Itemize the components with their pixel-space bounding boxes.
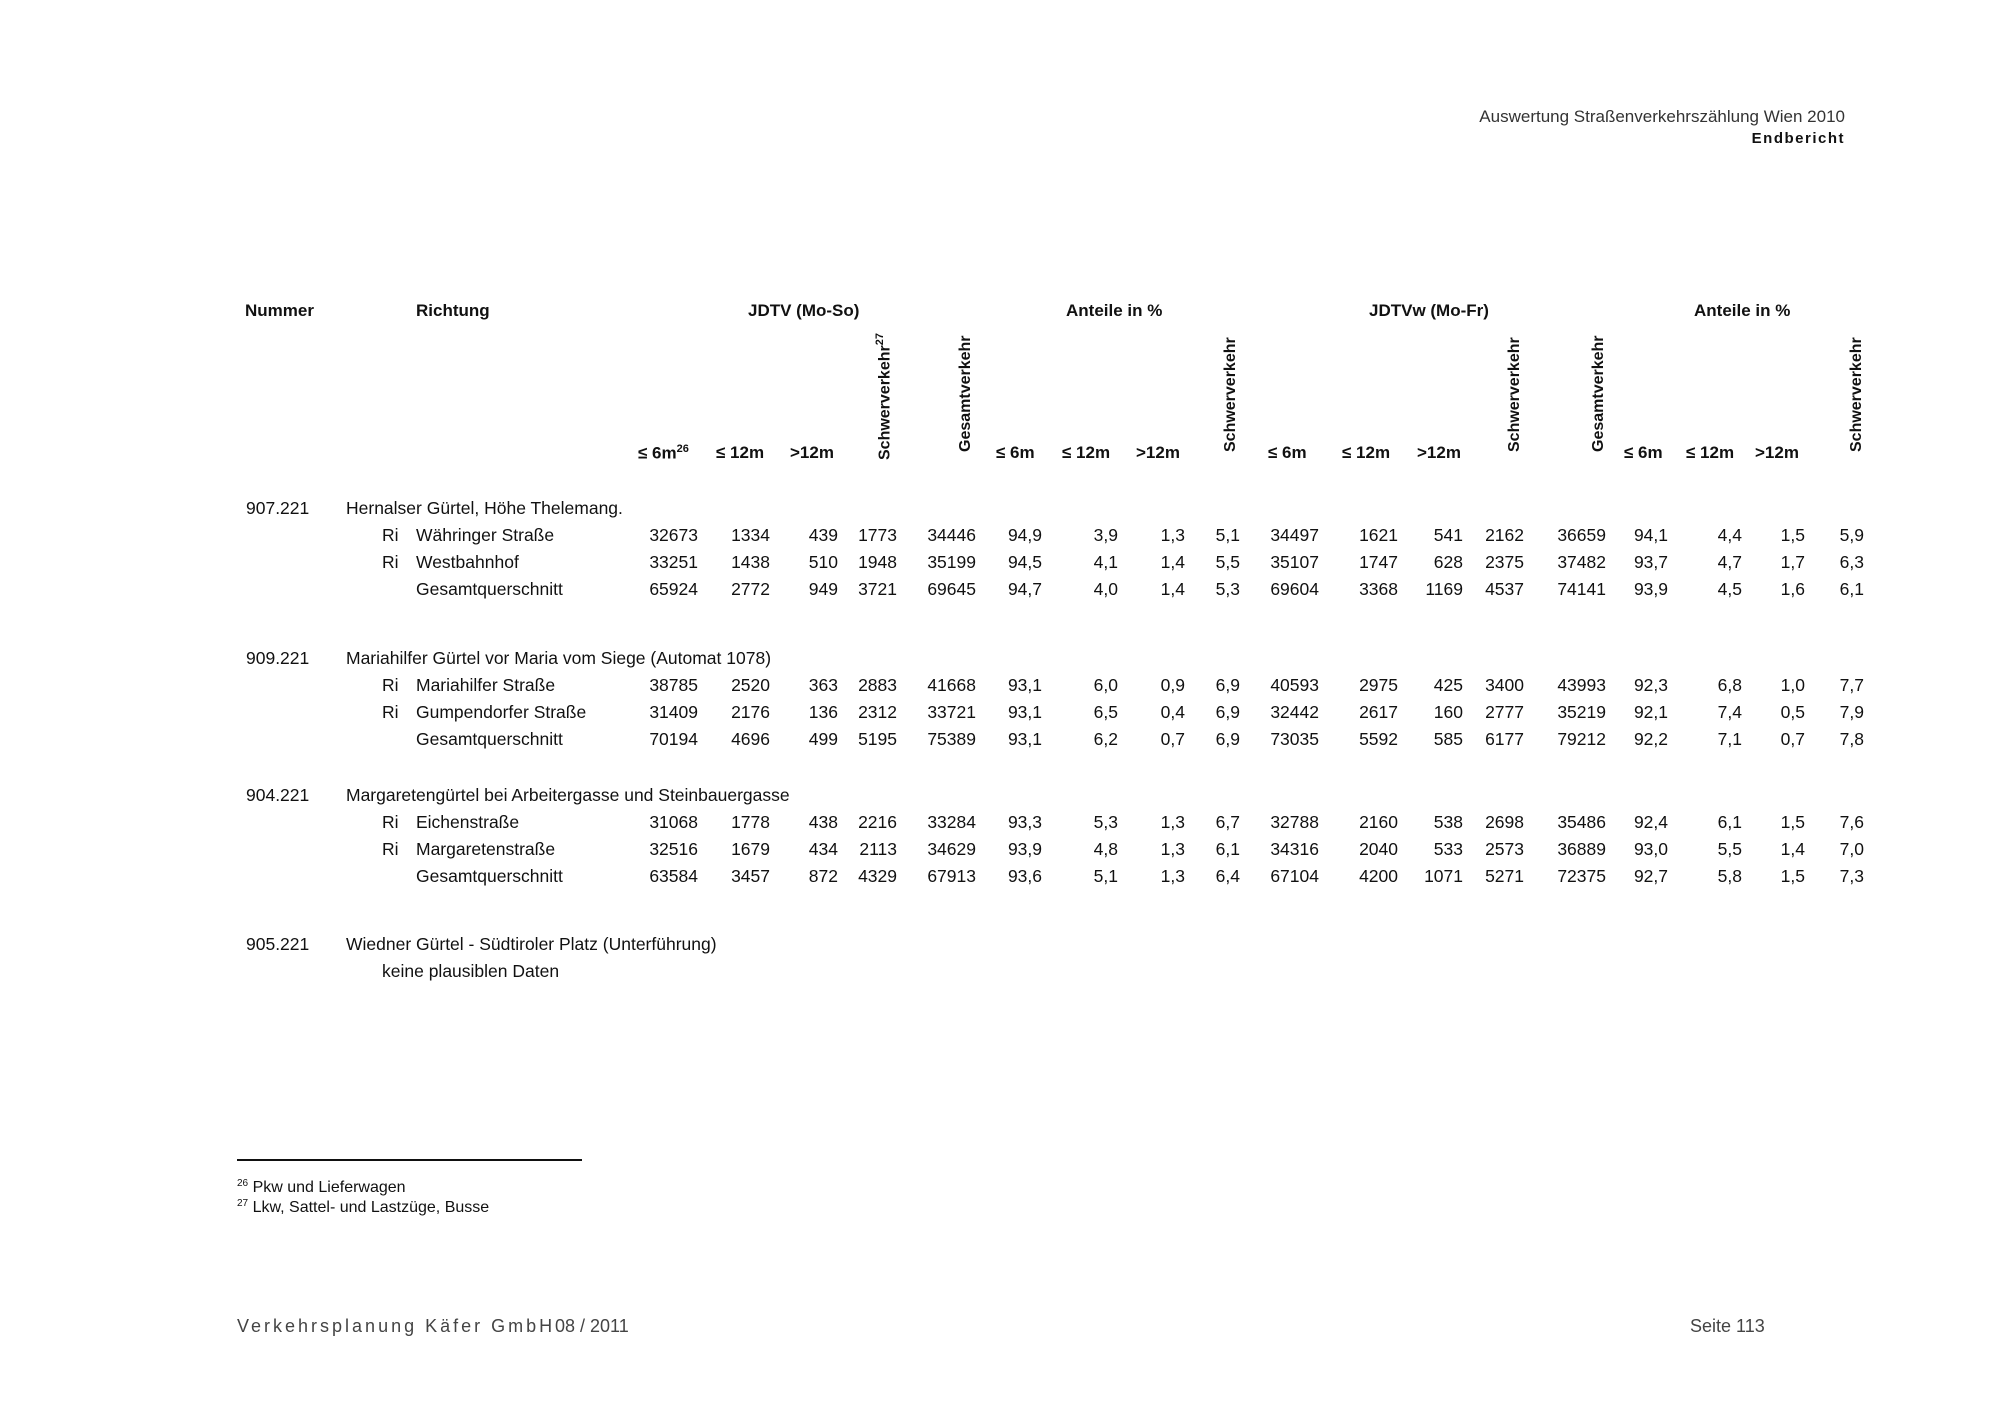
table-cell: 34497 (1270, 525, 1319, 545)
table-cell: 63584 (649, 866, 698, 886)
table-cell: 2216 (858, 812, 897, 832)
column-header-sub-10: ≤ 12m (1342, 443, 1391, 462)
table-cell: 1169 (1425, 579, 1463, 599)
column-header-sub-15: ≤ 12m (1686, 443, 1735, 462)
table-cell: 2772 (731, 579, 770, 599)
table-cell: 6,1 (1839, 579, 1864, 599)
table-cell: 40593 (1270, 675, 1319, 695)
table-cell: 4329 (858, 866, 897, 886)
table-cell: 872 (808, 866, 838, 886)
table-cell: 5,3 (1093, 812, 1118, 832)
table-cell: 3368 (1359, 579, 1398, 599)
table-cell: 533 (1433, 839, 1463, 859)
table-cell: 434 (808, 839, 838, 859)
table-cell: 628 (1433, 552, 1463, 572)
column-header-sub-13: Gesamtverkehr (1590, 335, 1607, 452)
table-cell: 34316 (1270, 839, 1319, 859)
table-cell: 32442 (1270, 702, 1319, 722)
row-name: Gesamtquerschnitt (416, 579, 563, 599)
table-cell: 6,9 (1215, 702, 1240, 722)
table-cell: 1773 (858, 525, 897, 545)
table-cell: 136 (808, 702, 838, 722)
table-cell: 7,1 (1717, 729, 1742, 749)
row-name: Westbahnhof (416, 552, 519, 572)
table-cell: 7,0 (1839, 839, 1864, 859)
table-cell: 0,5 (1780, 702, 1805, 722)
table-cell: 7,4 (1717, 702, 1742, 722)
column-header-sub-14: ≤ 6m (1624, 443, 1663, 462)
table-cell: 2975 (1359, 675, 1398, 695)
table-cell: 1,4 (1780, 839, 1805, 859)
section-number: 905.221 (246, 934, 310, 954)
table-cell: 6,1 (1215, 839, 1240, 859)
table-cell: 363 (808, 675, 838, 695)
table-cell: 37482 (1557, 552, 1606, 572)
table-cell: 67104 (1270, 866, 1319, 886)
table-cell: 1,0 (1780, 675, 1805, 695)
column-header-sub-0: ≤ $6m^{26}$ (638, 443, 689, 463)
table-cell: 69645 (927, 579, 976, 599)
footnote-27: $^{27}$ Lkw, Sattel- und Lastzüge, Busse (237, 1198, 490, 1216)
table-cell: 160 (1433, 702, 1463, 722)
table-cell: 5,1 (1093, 866, 1118, 886)
table-cell: 1,7 (1780, 552, 1805, 572)
section-number: 904.221 (246, 785, 310, 805)
row-direction-label: Ri (382, 525, 399, 545)
table-cell: 2113 (859, 839, 897, 859)
section-title: Hernalser Gürtel, Höhe Thelemang. (346, 498, 623, 518)
table-cell: 7,3 (1839, 866, 1864, 886)
table-cell: 2573 (1485, 839, 1524, 859)
table-cell: 4,5 (1717, 579, 1742, 599)
table-cell: 0,9 (1160, 675, 1185, 695)
table-cell: 3,9 (1093, 525, 1118, 545)
column-header-sub-1: ≤ 12m (716, 443, 765, 462)
column-header-anteile-2: Anteile in % (1694, 301, 1791, 320)
table-cell: 1,3 (1160, 839, 1185, 859)
table-cell: 5271 (1485, 866, 1524, 886)
footnote-divider (237, 1159, 582, 1161)
table-cell: 2040 (1359, 839, 1398, 859)
table-cell: 73035 (1270, 729, 1319, 749)
table-cell: 35219 (1557, 702, 1606, 722)
table-cell: 1,4 (1160, 579, 1185, 599)
row-name: Währinger Straße (416, 525, 555, 545)
table-cell: 7,9 (1839, 702, 1864, 722)
row-direction-label: Ri (382, 675, 399, 695)
table-cell: 36659 (1557, 525, 1606, 545)
table-cell: 33721 (927, 702, 976, 722)
table-cell: 34446 (927, 525, 976, 545)
table-cell: 2777 (1485, 702, 1524, 722)
column-header-jdtv: JDTV (Mo-So) (748, 301, 860, 320)
column-header-sub-17: Schwerverkehr (1848, 337, 1865, 452)
table-cell: 0,7 (1160, 729, 1185, 749)
column-header-sub-3: Schwerverkehr$^{27}$ (874, 333, 894, 460)
table-cell: 69604 (1270, 579, 1319, 599)
table-cell: 94,7 (1007, 579, 1042, 599)
footer-company: Verkehrsplanung Käfer GmbH (237, 1316, 556, 1336)
table-cell: 92,7 (1633, 866, 1668, 886)
table-cell: 510 (808, 552, 838, 572)
section-title: Wiedner Gürtel - Südtiroler Platz (Unterführung) (346, 934, 717, 954)
table-cell: 538 (1433, 812, 1463, 832)
table-cell: 7,7 (1839, 675, 1864, 695)
table-cell: 7,6 (1839, 812, 1864, 832)
column-header-sub-12: Schwerverkehr (1506, 337, 1523, 452)
table-cell: 38785 (649, 675, 698, 695)
table-cell: 41668 (927, 675, 976, 695)
table-cell: 4,7 (1717, 552, 1742, 572)
footnote-marker-26: 26 (676, 443, 689, 455)
row-name: Gumpendorfer Straße (416, 702, 587, 722)
table-cell: 70194 (649, 729, 698, 749)
table-cell: 93,7 (1633, 552, 1668, 572)
table-cell: 32516 (649, 839, 698, 859)
table-cell: 2883 (858, 675, 897, 695)
table-cell: 92,3 (1633, 675, 1668, 695)
column-header-sub-4: Gesamtverkehr (957, 335, 974, 452)
table-cell: 2698 (1485, 812, 1524, 832)
table-cell: 5,3 (1215, 579, 1240, 599)
table-cell: 36889 (1557, 839, 1606, 859)
table-cell: 1747 (1359, 552, 1398, 572)
table-cell: 35486 (1557, 812, 1606, 832)
table-cell: 6,9 (1215, 675, 1240, 695)
table-cell: 65924 (649, 579, 698, 599)
table-cell: 93,9 (1633, 579, 1668, 599)
table-cell: 92,2 (1633, 729, 1668, 749)
table-cell: 5195 (858, 729, 897, 749)
column-header-sub-9: ≤ 6m (1268, 443, 1307, 462)
table-cell: 438 (808, 812, 838, 832)
table-cell: 2176 (731, 702, 770, 722)
table-cell: 32673 (649, 525, 698, 545)
table-cell: 5,8 (1717, 866, 1742, 886)
column-header-sub-2: >12m (790, 443, 834, 462)
table-cell: 75389 (927, 729, 976, 749)
footnote-marker-27: 27 (874, 333, 886, 346)
table-cell: 1,5 (1780, 866, 1805, 886)
table-cell: 43993 (1557, 675, 1606, 695)
table-cell: 6,1 (1717, 812, 1742, 832)
table-cell: 1,3 (1160, 866, 1185, 886)
table-cell: 31409 (649, 702, 698, 722)
column-header-sub-8: Schwerverkehr (1222, 337, 1239, 452)
report-title: Auswertung Straßenverkehrszählung Wien 2010 (1479, 107, 1845, 126)
footer-date: 08 / 2011 (555, 1316, 629, 1336)
column-header-sub-7: >12m (1136, 443, 1180, 462)
table-cell: 6,8 (1717, 675, 1742, 695)
row-name: Eichenstraße (416, 812, 520, 832)
table-cell: 4,0 (1093, 579, 1118, 599)
table-cell: 2162 (1485, 525, 1524, 545)
table-cell: 1948 (858, 552, 897, 572)
table-cell: 0,4 (1160, 702, 1185, 722)
table-cell: 93,1 (1007, 702, 1042, 722)
table-cell: 6,3 (1839, 552, 1864, 572)
table-cell: 3400 (1485, 675, 1524, 695)
table-cell: 0,7 (1780, 729, 1805, 749)
report-subtitle: Endbericht (1751, 130, 1845, 147)
table-cell: 6,9 (1215, 729, 1240, 749)
table-cell: 2375 (1485, 552, 1524, 572)
table-cell: 93,0 (1633, 839, 1668, 859)
table-cell: 93,1 (1007, 729, 1042, 749)
table-cell: 6,5 (1093, 702, 1118, 722)
table-cell: 1,5 (1780, 812, 1805, 832)
table-cell: 5,9 (1839, 525, 1864, 545)
table-cell: 1778 (731, 812, 770, 832)
table-cell: 439 (808, 525, 838, 545)
section-title: Mariahilfer Gürtel vor Maria vom Siege (Automat 1078) (346, 648, 772, 668)
table-cell: 67913 (927, 866, 976, 886)
column-header-sub-5: ≤ 6m (996, 443, 1035, 462)
table-cell: 94,5 (1007, 552, 1042, 572)
column-header-anteile-1: Anteile in % (1066, 301, 1163, 320)
row-direction-label: Ri (382, 839, 399, 859)
table-cell: 93,6 (1007, 866, 1042, 886)
column-header-sub-16: >12m (1755, 443, 1799, 462)
table-cell: 1,3 (1160, 812, 1185, 832)
table-cell: 79212 (1557, 729, 1606, 749)
table-cell: 541 (1433, 525, 1463, 545)
table-cell: 949 (808, 579, 838, 599)
page-header (1479, 106, 1845, 150)
table-cell: 4200 (1359, 866, 1398, 886)
table-cell: 92,1 (1633, 702, 1668, 722)
table-cell: 94,1 (1633, 525, 1668, 545)
table-cell: 6,4 (1215, 866, 1240, 886)
table-cell: 74141 (1557, 579, 1606, 599)
table-cell: 4537 (1485, 579, 1524, 599)
table-cell: 1334 (731, 525, 770, 545)
table-cell: 1438 (731, 552, 770, 572)
row-name: Mariahilfer Straße (416, 675, 556, 695)
table-cell: 2617 (1359, 702, 1398, 722)
row-direction-label: Ri (382, 812, 399, 832)
row-name: Margaretenstraße (416, 839, 556, 859)
table-cell: 5592 (1359, 729, 1398, 749)
table-cell: 4,8 (1093, 839, 1118, 859)
table-cell: 1,4 (1160, 552, 1185, 572)
table-cell: 5,5 (1717, 839, 1742, 859)
table-cell: 1,6 (1780, 579, 1805, 599)
table-cell: 1,5 (1780, 525, 1805, 545)
section-note: keine plausiblen Daten (382, 961, 560, 981)
table-cell: 2160 (1359, 812, 1398, 832)
table-cell: 34629 (927, 839, 976, 859)
table-cell: 31068 (649, 812, 698, 832)
table-cell: 5,1 (1215, 525, 1240, 545)
table-cell: 4,4 (1717, 525, 1742, 545)
table-cell: 7,8 (1839, 729, 1864, 749)
row-direction-label: Ri (382, 702, 399, 722)
table-cell: 93,9 (1007, 839, 1042, 859)
section-title: Margaretengürtel bei Arbeitergasse und Steinbauergasse (346, 785, 790, 805)
table-cell: 1,3 (1160, 525, 1185, 545)
column-header-sub-6: ≤ 12m (1062, 443, 1111, 462)
table-cell: 6,2 (1093, 729, 1118, 749)
footnote-26: $^{26}$ Pkw und Lieferwagen (237, 1178, 406, 1196)
table-cell: 4696 (731, 729, 770, 749)
footer-page-number: Seite 113 (1690, 1316, 1765, 1336)
table-cell: 72375 (1557, 866, 1606, 886)
table-cell: 1071 (1424, 866, 1463, 886)
table-cell: 32788 (1270, 812, 1319, 832)
table-cell: 2312 (858, 702, 897, 722)
table-cell: 6,7 (1215, 812, 1240, 832)
table-cell: 93,1 (1007, 675, 1042, 695)
column-header-richtung: Richtung (416, 301, 490, 320)
table-cell: 585 (1433, 729, 1463, 749)
column-header-jdtvw: JDTVw (Mo-Fr) (1369, 301, 1489, 320)
table-cell: 3721 (858, 579, 897, 599)
section-number: 907.221 (246, 498, 310, 518)
table-cell: 1679 (731, 839, 770, 859)
table-cell: 6,0 (1093, 675, 1118, 695)
table-cell: 92,4 (1633, 812, 1668, 832)
table-cell: 94,9 (1007, 525, 1042, 545)
row-name: Gesamtquerschnitt (416, 866, 563, 886)
column-header-nummer: Nummer (245, 301, 314, 320)
row-direction-label: Ri (382, 552, 399, 572)
table-cell: 2520 (731, 675, 770, 695)
table-cell: 5,5 (1215, 552, 1240, 572)
section-number: 909.221 (246, 648, 310, 668)
table-cell: 499 (808, 729, 838, 749)
table-cell: 33284 (927, 812, 976, 832)
table-cell: 4,1 (1093, 552, 1118, 572)
table-cell: 1621 (1359, 525, 1398, 545)
row-name: Gesamtquerschnitt (416, 729, 563, 749)
table-cell: 35199 (927, 552, 976, 572)
table-cell: 3457 (731, 866, 770, 886)
table-cell: 425 (1433, 675, 1463, 695)
table-cell: 33251 (649, 552, 698, 572)
table-cell: 93,3 (1007, 812, 1042, 832)
column-header-sub-11: >12m (1417, 443, 1461, 462)
table-cell: 6177 (1485, 729, 1524, 749)
table-cell: 35107 (1270, 552, 1319, 572)
